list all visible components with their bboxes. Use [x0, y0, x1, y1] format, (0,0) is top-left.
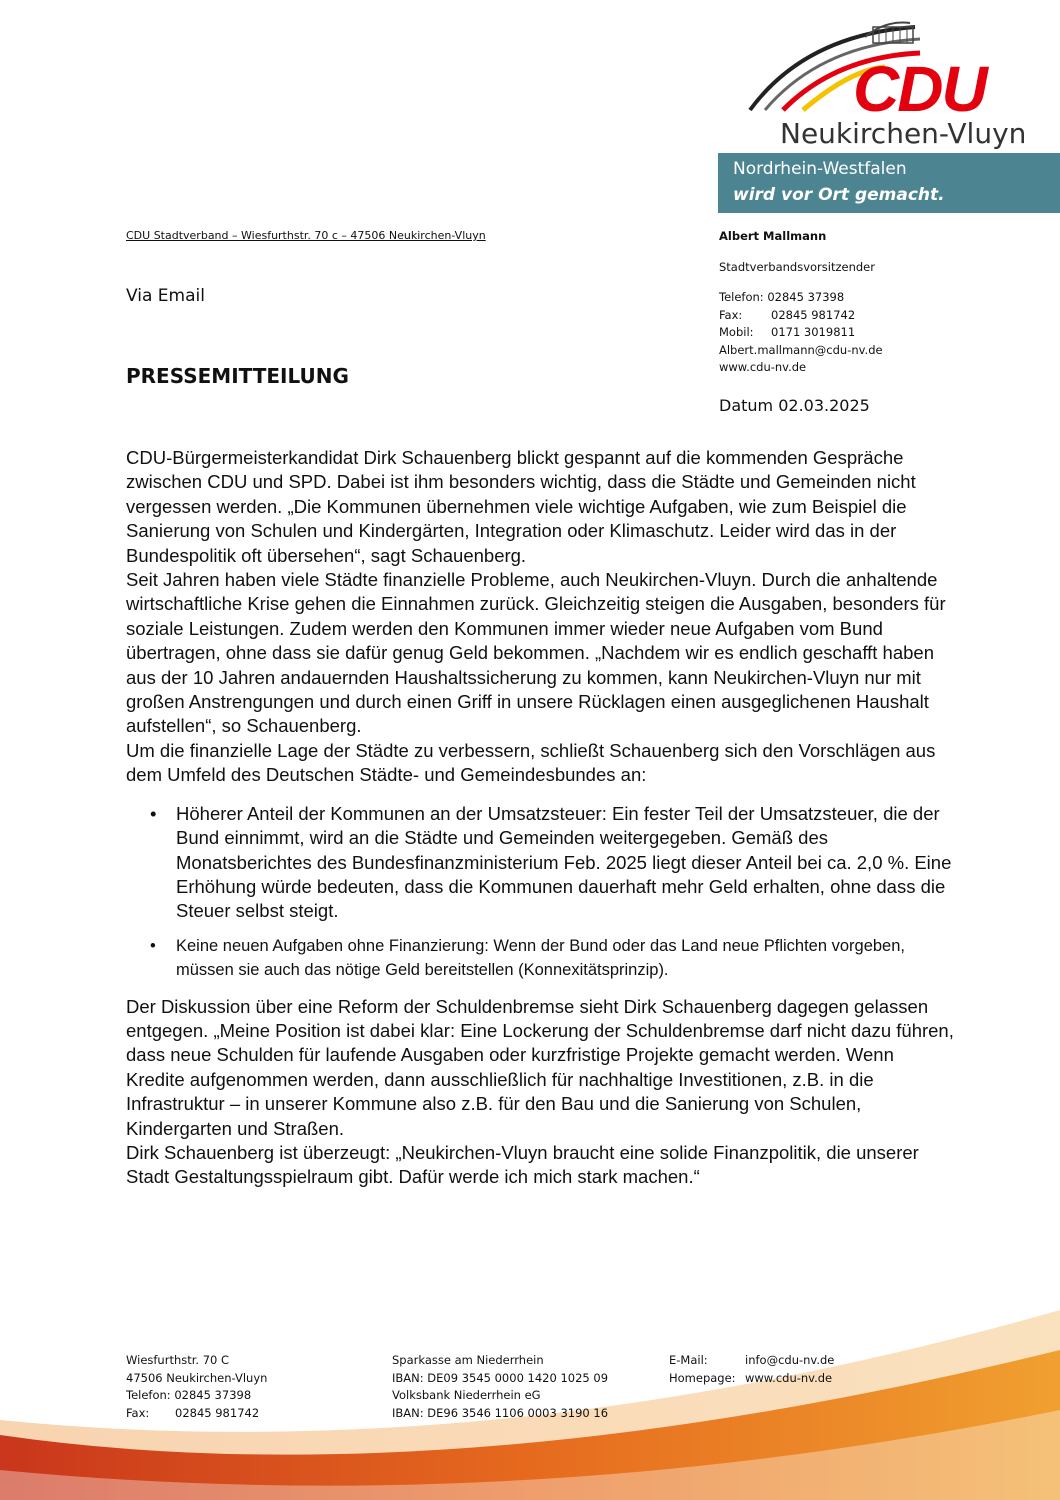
- page-title: PRESSEMITTEILUNG: [126, 364, 349, 388]
- cdu-logo: [745, 15, 1035, 155]
- footer-bank: Sparkasse am Niederrhein IBAN: DE09 3545 0000 1420 1025 09 Volksbank Niederrhein eG IBAN: DE96 3546 1106 0003 3190 16: [392, 1353, 609, 1420]
- contact-mobile: Mobil: 0171 3019811: [719, 325, 856, 339]
- bullet-icon: •: [150, 936, 156, 955]
- contact-website[interactable]: www.cdu-nv.de: [719, 360, 807, 374]
- delivery-method: Via Email: [126, 286, 205, 306]
- contact-name: Albert Mallmann: [719, 229, 827, 243]
- footer-homepage[interactable]: www.cdu-nv.de: [745, 1370, 833, 1385]
- bullet-icon: •: [150, 802, 157, 824]
- date: Datum 02.03.2025: [719, 396, 870, 415]
- paragraph-4: Der Diskussion über eine Reform der Schuldenbremse sieht Dirk Schauenberg dagegen gelassen entgegen. „Meine Position ist dabei klar: Eine Lockerung der Schuldenbremse darf nicht dazu führen, dass neue Schulden für laufende Ausgaben oder kurzfristige Projekte gemacht werden. Wenn Kredite aufgenommen werden, dann ausschließlich für nachhaltige Investitionen, z.B. in die Infrastruktur – in unserer Kommune also z.B. für den Bau und die Sanierung von Schulen, Kindergarten und Straßen.: [126, 995, 954, 1139]
- proposal-list: [126, 802, 956, 983]
- contact-block: [719, 228, 883, 377]
- logo-city: Neukirchen-Vluyn: [780, 117, 1027, 150]
- list-item: • Keine neuen Aufgaben ohne Finanzierung: Wenn der Bund oder das Land neue Pflichten vorgeben, müssen sie auch das nötige Geld bereitstellen (Konnexitätsprinzip).: [176, 934, 956, 983]
- footer-address: Wiesfurthstr. 70 C 47506 Neukirchen-Vluyn Telefon: 02845 37398 Fax: 02845 981742: [126, 1353, 268, 1420]
- banner-line2: wird vor Ort gemacht.: [733, 185, 945, 205]
- contact-role: Stadtverbandsvorsitzender: [719, 259, 875, 274]
- contact-phone: Telefon: 02845 37398: [719, 290, 845, 304]
- banner-line1: Nordrhein-Westfalen: [733, 159, 907, 179]
- press-release-body: [126, 446, 956, 1190]
- list-item: • Höherer Anteil der Kommunen an der Umsatzsteuer: Ein fester Teil der Umsatzsteuer, die der Bund einnimmt, wird an die Städte und Gemeinden weitergegeben. Gemäß des Monatsberichtes des Bundesfinanzministerium Feb. 2025 liegt dieser Anteil bei ca. 2,0 %. Eine Erhöhung würde bedeuten, dass die Kommunen dauerhaft mehr Geld erhalten, ohne dass die Steuer selbst steigt.: [150, 802, 952, 922]
- paragraph-2: Seit Jahren haben viele Städte finanzielle Probleme, auch Neukirchen-Vluyn. Durch die anhaltende wirtschaftliche Krise gehen die Einnahmen zurück. Gleichzeitig steigen die Ausgaben, besonders für soziale Leistungen. Zudem werden den Kommunen immer wieder neue Aufgaben vom Bund übertragen, ohne dass sie dafür genug Geld bekommen. „Nachdem wir es endlich geschafft haben aus der 10 Jahren andauernden Haushaltssicherung zu kommen, kann Neukirchen-Vluyn nur mit großen Anstrengungen und durch einen Griff in unsere Rücklagen einen ausgeglichenen Haushalt aufstellen“, so Schauenberg.: [126, 569, 946, 737]
- footer-email[interactable]: info@cdu-nv.de: [745, 1353, 835, 1367]
- slogan-banner: [718, 153, 1060, 213]
- paragraph-5: Dirk Schauenberg ist überzeugt: „Neukirchen-Vluyn braucht eine solide Finanzpolitik, die unserer Stadt Gestaltungsspielraum gibt. Dafür werde ich mich stark machen.“: [126, 1141, 919, 1188]
- sender-address-line: CDU Stadtverband – Wiesfurthstr. 70 c – 47506 Neukirchen-Vluyn: [126, 229, 486, 242]
- paragraph-3: Um die finanzielle Lage der Städte zu verbessern, schließt Schauenberg sich den Vorschlägen aus dem Umfeld des Deutschen Städte- und Gemeindesbundes an:: [126, 739, 936, 786]
- contact-email[interactable]: Albert.mallmann@cdu-nv.de: [719, 342, 883, 357]
- contact-fax: Fax: 02845 981742: [719, 307, 856, 322]
- logo-brand: CDU: [853, 53, 986, 125]
- footer-online: E-Mail: info@cdu-nv.de Homepage: www.cdu-nv.de: [669, 1353, 835, 1385]
- paragraph-1: CDU-Bürgermeisterkandidat Dirk Schauenberg blickt gespannt auf die kommenden Gespräche zwischen CDU und SPD. Dabei ist ihm besonders wichtig, dass die Städte und Gemeinden nicht vergessen werden. „Die Kommunen übernehmen viele wichtige Aufgaben, wie zum Beispiel die Sanierung von Schulen und Kindergärten, Integration oder Klimaschutz. Leider wird das in der Bundespolitik oft übersehen“, sagt Schauenberg.: [126, 447, 916, 566]
